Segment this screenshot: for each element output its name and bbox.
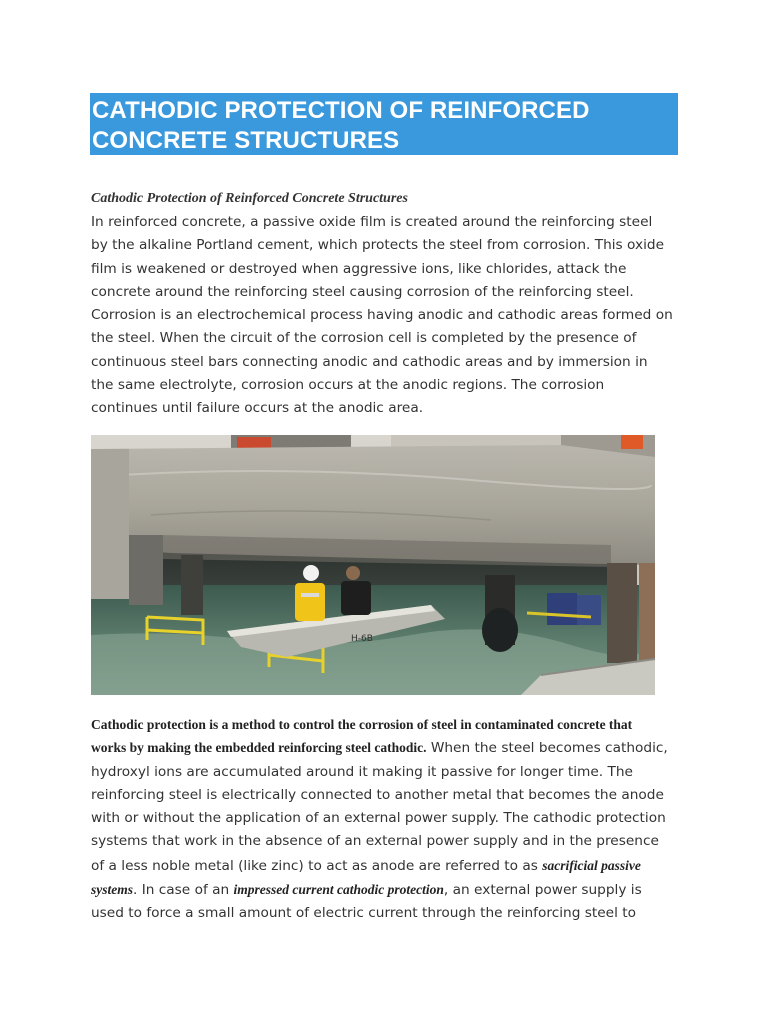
paragraph-1 — [91, 211, 691, 421]
p2-line: hydroxyl ions are accumulated around it making it passive for longer time. The — [91, 763, 633, 780]
p2-line: . In case of an — [133, 882, 234, 899]
p1-line: film is weakened or destroyed when aggressive ions, like chlorides, attack the — [91, 260, 627, 277]
svg-text:H-6B: H-6B — [351, 634, 373, 644]
title-banner — [90, 93, 678, 155]
emphasis-sacrificial-passive: sacrificial passive — [542, 857, 641, 873]
title-line-1: CATHODIC PROTECTION OF REINFORCED — [92, 97, 590, 124]
p2-lead-line-2: works by making the embedded reinforcing steel cathodic. — [91, 740, 427, 756]
p1-line: the same electrolyte, corrosion occurs at the anodic regions. The corrosion — [91, 377, 605, 394]
p2-line: with or without the application of an external power supply. The cathodic protection — [91, 810, 666, 827]
p1-line: concrete around the reinforcing steel causing corrosion of the reinforcing steel. — [91, 283, 634, 300]
p1-line: the steel. When the circuit of the corrosion cell is completed by the presence of — [91, 330, 637, 347]
emphasis-systems: systems — [91, 882, 133, 898]
p2-line: systems that work in the absence of an external power supply and in the presence — [91, 833, 659, 850]
document-title — [92, 96, 676, 156]
p1-line: continuous steel bars connecting anodic and cathodic areas and by immersion in — [91, 353, 648, 370]
p1-line: continues until failure occurs at the anodic area. — [91, 400, 424, 417]
subheading: Cathodic Protection of Reinforced Concrete Structures — [91, 191, 408, 206]
p2-lead-line-1: Cathodic protection is a method to control the corrosion of steel in contaminated concrete that — [91, 717, 633, 732]
p1-line: Corrosion is an electrochemical process having anodic and cathodic areas formed on — [91, 307, 673, 324]
title-line-2: CONCRETE STRUCTURES — [92, 127, 400, 154]
p2-line: of a less noble metal (like zinc) to act as anode are referred to as — [91, 857, 543, 874]
p1-line: by the alkaline Portland cement, which protects the steel from corrosion. This oxide — [91, 237, 664, 254]
p1-line: In reinforced concrete, a passive oxide film is created around the reinforcing steel — [91, 214, 653, 230]
p2-line: used to force a small amount of electric current through the reinforcing steel to — [91, 905, 636, 922]
p2-line: When the steel becomes cathodic, — [426, 740, 668, 757]
p2-line: reinforcing steel is electrically connected to another metal that becomes the anode — [91, 786, 664, 803]
pier-photo — [91, 435, 655, 695]
p2-line: , an external power supply is — [443, 882, 642, 899]
emphasis-impressed-current: impressed current cathodic protection — [233, 882, 444, 898]
paragraph-2 — [91, 713, 691, 926]
